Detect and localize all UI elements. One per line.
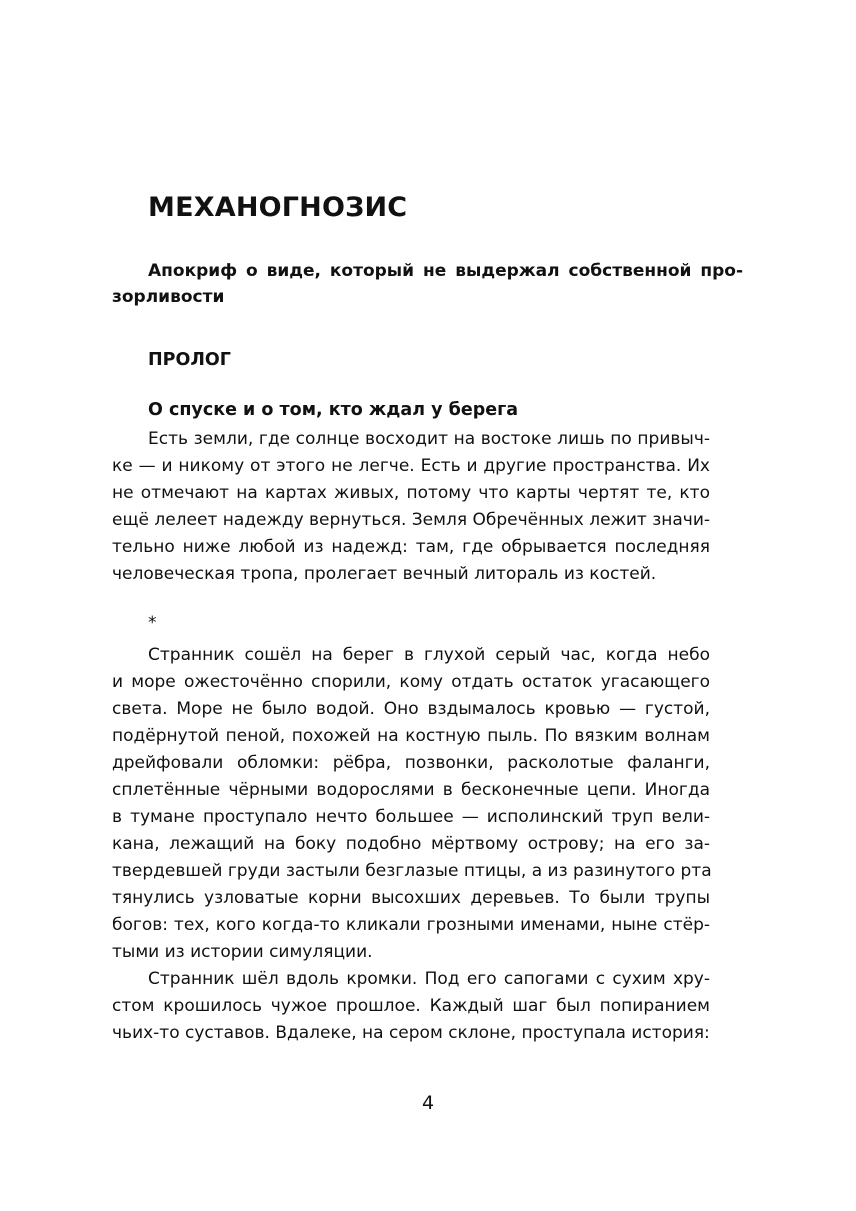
text-line: подёрнутой пеной, похожей на костную пыль. По вязким волнам: [112, 726, 710, 746]
text-line: сплетённые чёрными водорослями в бесконечные цепи. Иногда: [112, 780, 710, 800]
section-separator: *: [148, 613, 157, 633]
prologue-heading: ПРОЛОГ: [148, 350, 231, 370]
text-line: ещё лелеет надежду вернуться. Земля Обречённых лежит значи-: [112, 510, 710, 530]
text-line: ке — и никому от этого не легче. Есть и другие пространства. Их: [112, 456, 710, 476]
text-line: Странник шёл вдоль кромки. Под его сапогами с сухим хру-: [148, 969, 710, 989]
text-line: Есть земли, где солнце восходит на востоке лишь по привыч-: [148, 429, 710, 449]
chapter-title: МЕХАНОГНОЗИС: [148, 192, 408, 223]
page-number: 4: [421, 1092, 435, 1114]
chapter-subtitle: [112, 258, 744, 310]
text-line: света. Море не было водой. Оно вздымалось кровью — густой,: [112, 699, 710, 719]
text-line: человеческая тропа, пролегает вечный литораль из костей.: [112, 564, 657, 584]
text-line: в тумане проступало нечто большее — исполинский труп вели-: [112, 807, 710, 827]
text-line: кана, лежащий на боку подобно мёртвому острову; на его за-: [112, 834, 710, 854]
text-line: твердевшей груди застыли безглазые птицы, а из разинутого рта: [112, 861, 712, 881]
text-line: тельно ниже любой из надежд: там, где обрывается последняя: [112, 537, 710, 557]
text-line: чьих-то суставов. Вдалеке, на сером склоне, проступала история:: [112, 1023, 710, 1043]
paragraph-2: [112, 642, 710, 966]
text-line: стом крошилось чужое прошлое. Каждый шаг был попиранием: [112, 996, 710, 1016]
text-line: тыми из истории симуляции.: [112, 942, 373, 962]
section-heading: О спуске и о том, кто ждал у берега: [148, 400, 519, 420]
subtitle-line: зорливости: [112, 287, 225, 307]
text-line: и море ожесточённо спорили, кому отдать остаток угасающего: [112, 672, 710, 692]
text-line: не отмечают на картах живых, потому что карты чертят те, кто: [112, 483, 710, 503]
text-line: богов: тех, кого когда-то кликали грозными именами, ныне стёр-: [112, 915, 710, 935]
paragraph-1: [112, 426, 710, 588]
subtitle-line: Апокриф о виде, который не выдержал собственной про-: [148, 261, 744, 281]
text-line: Странник сошёл на берег в глухой серый час, когда небо: [148, 645, 710, 665]
text-line: тянулись узловатые корни высохших деревьев. То были трупы: [112, 888, 710, 908]
paragraph-3: [112, 966, 710, 1047]
text-line: дрейфовали обломки: рёбра, позвонки, расколотые фаланги,: [112, 753, 710, 773]
